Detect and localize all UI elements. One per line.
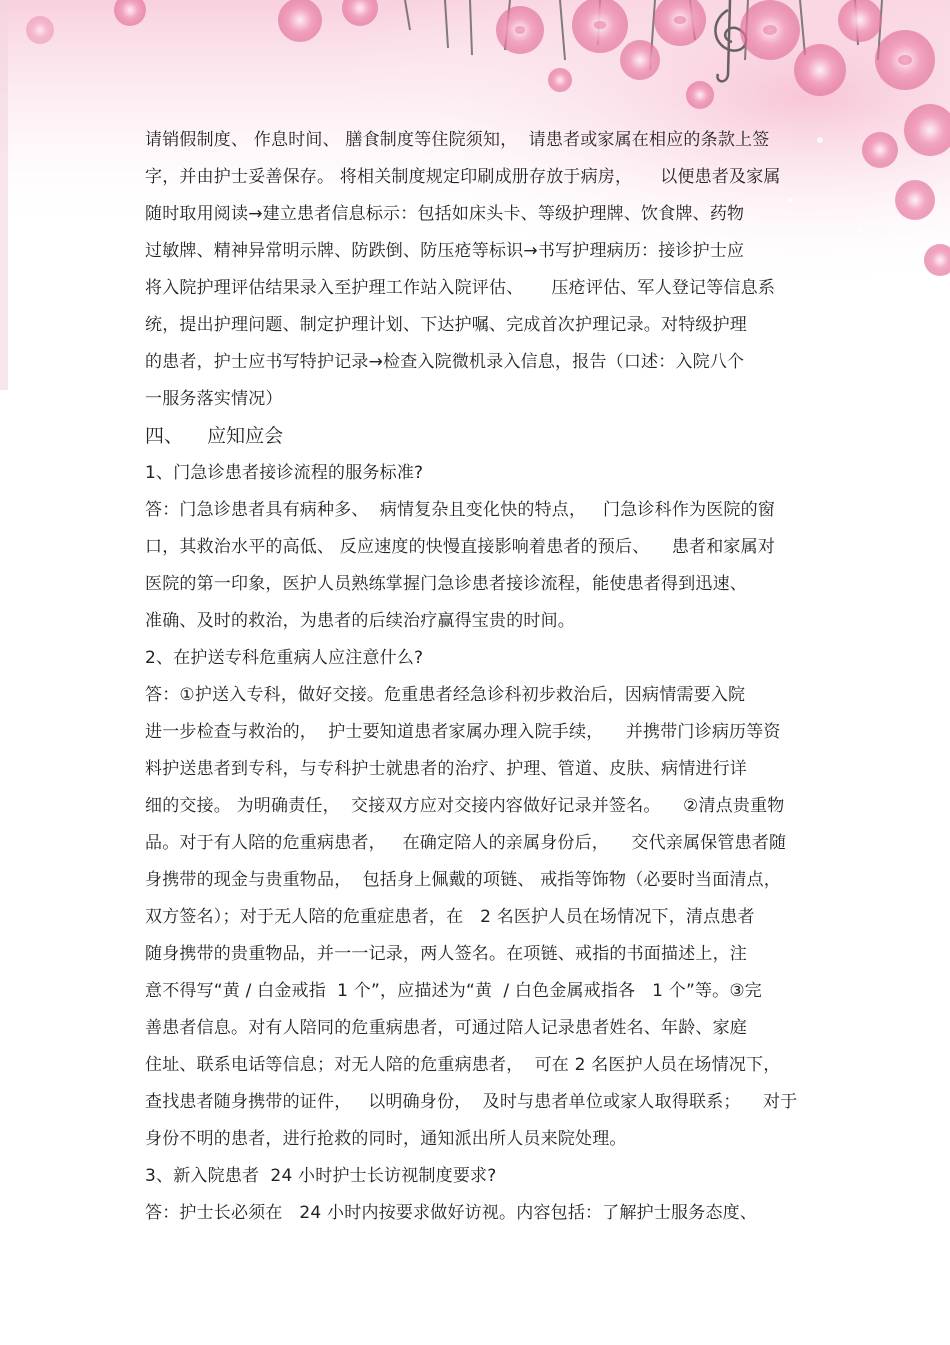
question-block-3 — [145, 1158, 810, 1232]
answer-line: 身携带的现金与贵重物品， 包括身上佩戴的项链、 戒指等饰物（必要时当面清点， — [145, 870, 782, 890]
text-line: 过敏牌、精神异常明示牌、防跌倒、防压疮等标识→书写护理病历：接诊护士应 — [145, 241, 745, 261]
answer-line: 品。对于有人陪的危重病患者， 在确定陪人的亲属身份后， 交代亲属保管患者随 — [145, 833, 787, 853]
answer-line: 查找患者随身携带的证件， 以明确身份， 及时与患者单位或家人取得联系； 对于 — [145, 1092, 798, 1112]
answer-line: 料护送患者到专科，与专科护士就患者的治疗、护理、管道、皮肤、病情进行详 — [145, 759, 747, 779]
text-line: 将入院护理评估结果录入至护理工作站入院评估、 压疮评估、军人登记等信息系 — [145, 278, 776, 298]
answer-line: 进一步检查与救治的， 护士要知道患者家属办理入院手续， 并携带门诊病历等资 — [145, 722, 781, 742]
question-title: 3、新入院患者 24 小时护士长访视制度要求? — [145, 1166, 497, 1186]
intro-paragraph — [145, 122, 810, 418]
answer-line: 答：门急诊患者具有病种多、 病情复杂且变化快的特点， 门急诊科作为医院的窗 — [145, 500, 776, 520]
answer-line: 住址、联系电话等信息；对无人陪的危重病患者， 可在 2 名医护人员在场情况下， — [145, 1055, 781, 1075]
answer-line: 答：护士长必须在 24 小时内按要求做好访视。内容包括：了解护士服务态度、 — [145, 1203, 758, 1223]
answer-line: 身份不明的患者，进行抢救的同时，通知派出所人员来院处理。 — [145, 1129, 627, 1149]
text-line: 字，并由护士妥善保存。 将相关制度规定印刷成册存放于病房， 以便患者及家属 — [145, 167, 781, 187]
answer-line: 善患者信息。对有人陪同的危重病患者，可通过陪人记录患者姓名、年龄、家庭 — [145, 1018, 747, 1038]
answer-line: 准确、及时的救治，为患者的后续治疗赢得宝贵的时间。 — [145, 611, 575, 631]
answer-line: 医院的第一印象，医护人员熟练掌握门急诊患者接诊流程，能使患者得到迅速、 — [145, 574, 747, 594]
section-heading: 四、 应知应会 — [145, 425, 284, 447]
text-line: 随时取用阅读→建立患者信息标示：包括如床头卡、等级护理牌、饮食牌、药物 — [145, 204, 745, 224]
answer-line: 口，其救治水平的高低、 反应速度的快慢直接影响着患者的预后、 患者和家属对 — [145, 537, 776, 557]
text-line: 一服务落实情况） — [145, 389, 283, 409]
text-line: 的患者，护士应书写特护记录→检查入院微机录入信息，报告（口述：入院八个 — [145, 352, 745, 372]
answer-line: 随身携带的贵重物品，并一一记录，两人签名。在项链、戒指的书面描述上，注 — [145, 944, 747, 964]
question-block-1 — [145, 455, 810, 640]
document-body — [145, 122, 810, 1232]
answer-line: 双方签名）；对于无人陪的危重症患者，在 2 名医护人员在场情况下，清点患者 — [145, 907, 755, 927]
question-title: 2、在护送专科危重病人应注意什么? — [145, 648, 424, 668]
text-line: 请销假制度、 作息时间、 膳食制度等住院须知， 请患者或家属在相应的条款上签 — [145, 130, 770, 150]
answer-line: 答：①护送入专科，做好交接。危重患者经急诊科初步救治后，因病情需要入院 — [145, 685, 746, 705]
question-title: 1、门急诊患者接诊流程的服务标准? — [145, 463, 424, 483]
answer-line: 意不得写“黄 / 白金戒指 1 个”，应描述为“黄 / 白色金属戒指各 1 个”等。③完 — [145, 981, 763, 1001]
question-block-2 — [145, 640, 810, 1158]
text-line: 统，提出护理问题、制定护理计划、下达护嘱、完成首次护理记录。对特级护理 — [145, 315, 747, 335]
answer-line: 细的交接。 为明确责任， 交接双方应对交接内容做好记录并签名。 ②清点贵重物 — [145, 796, 785, 816]
